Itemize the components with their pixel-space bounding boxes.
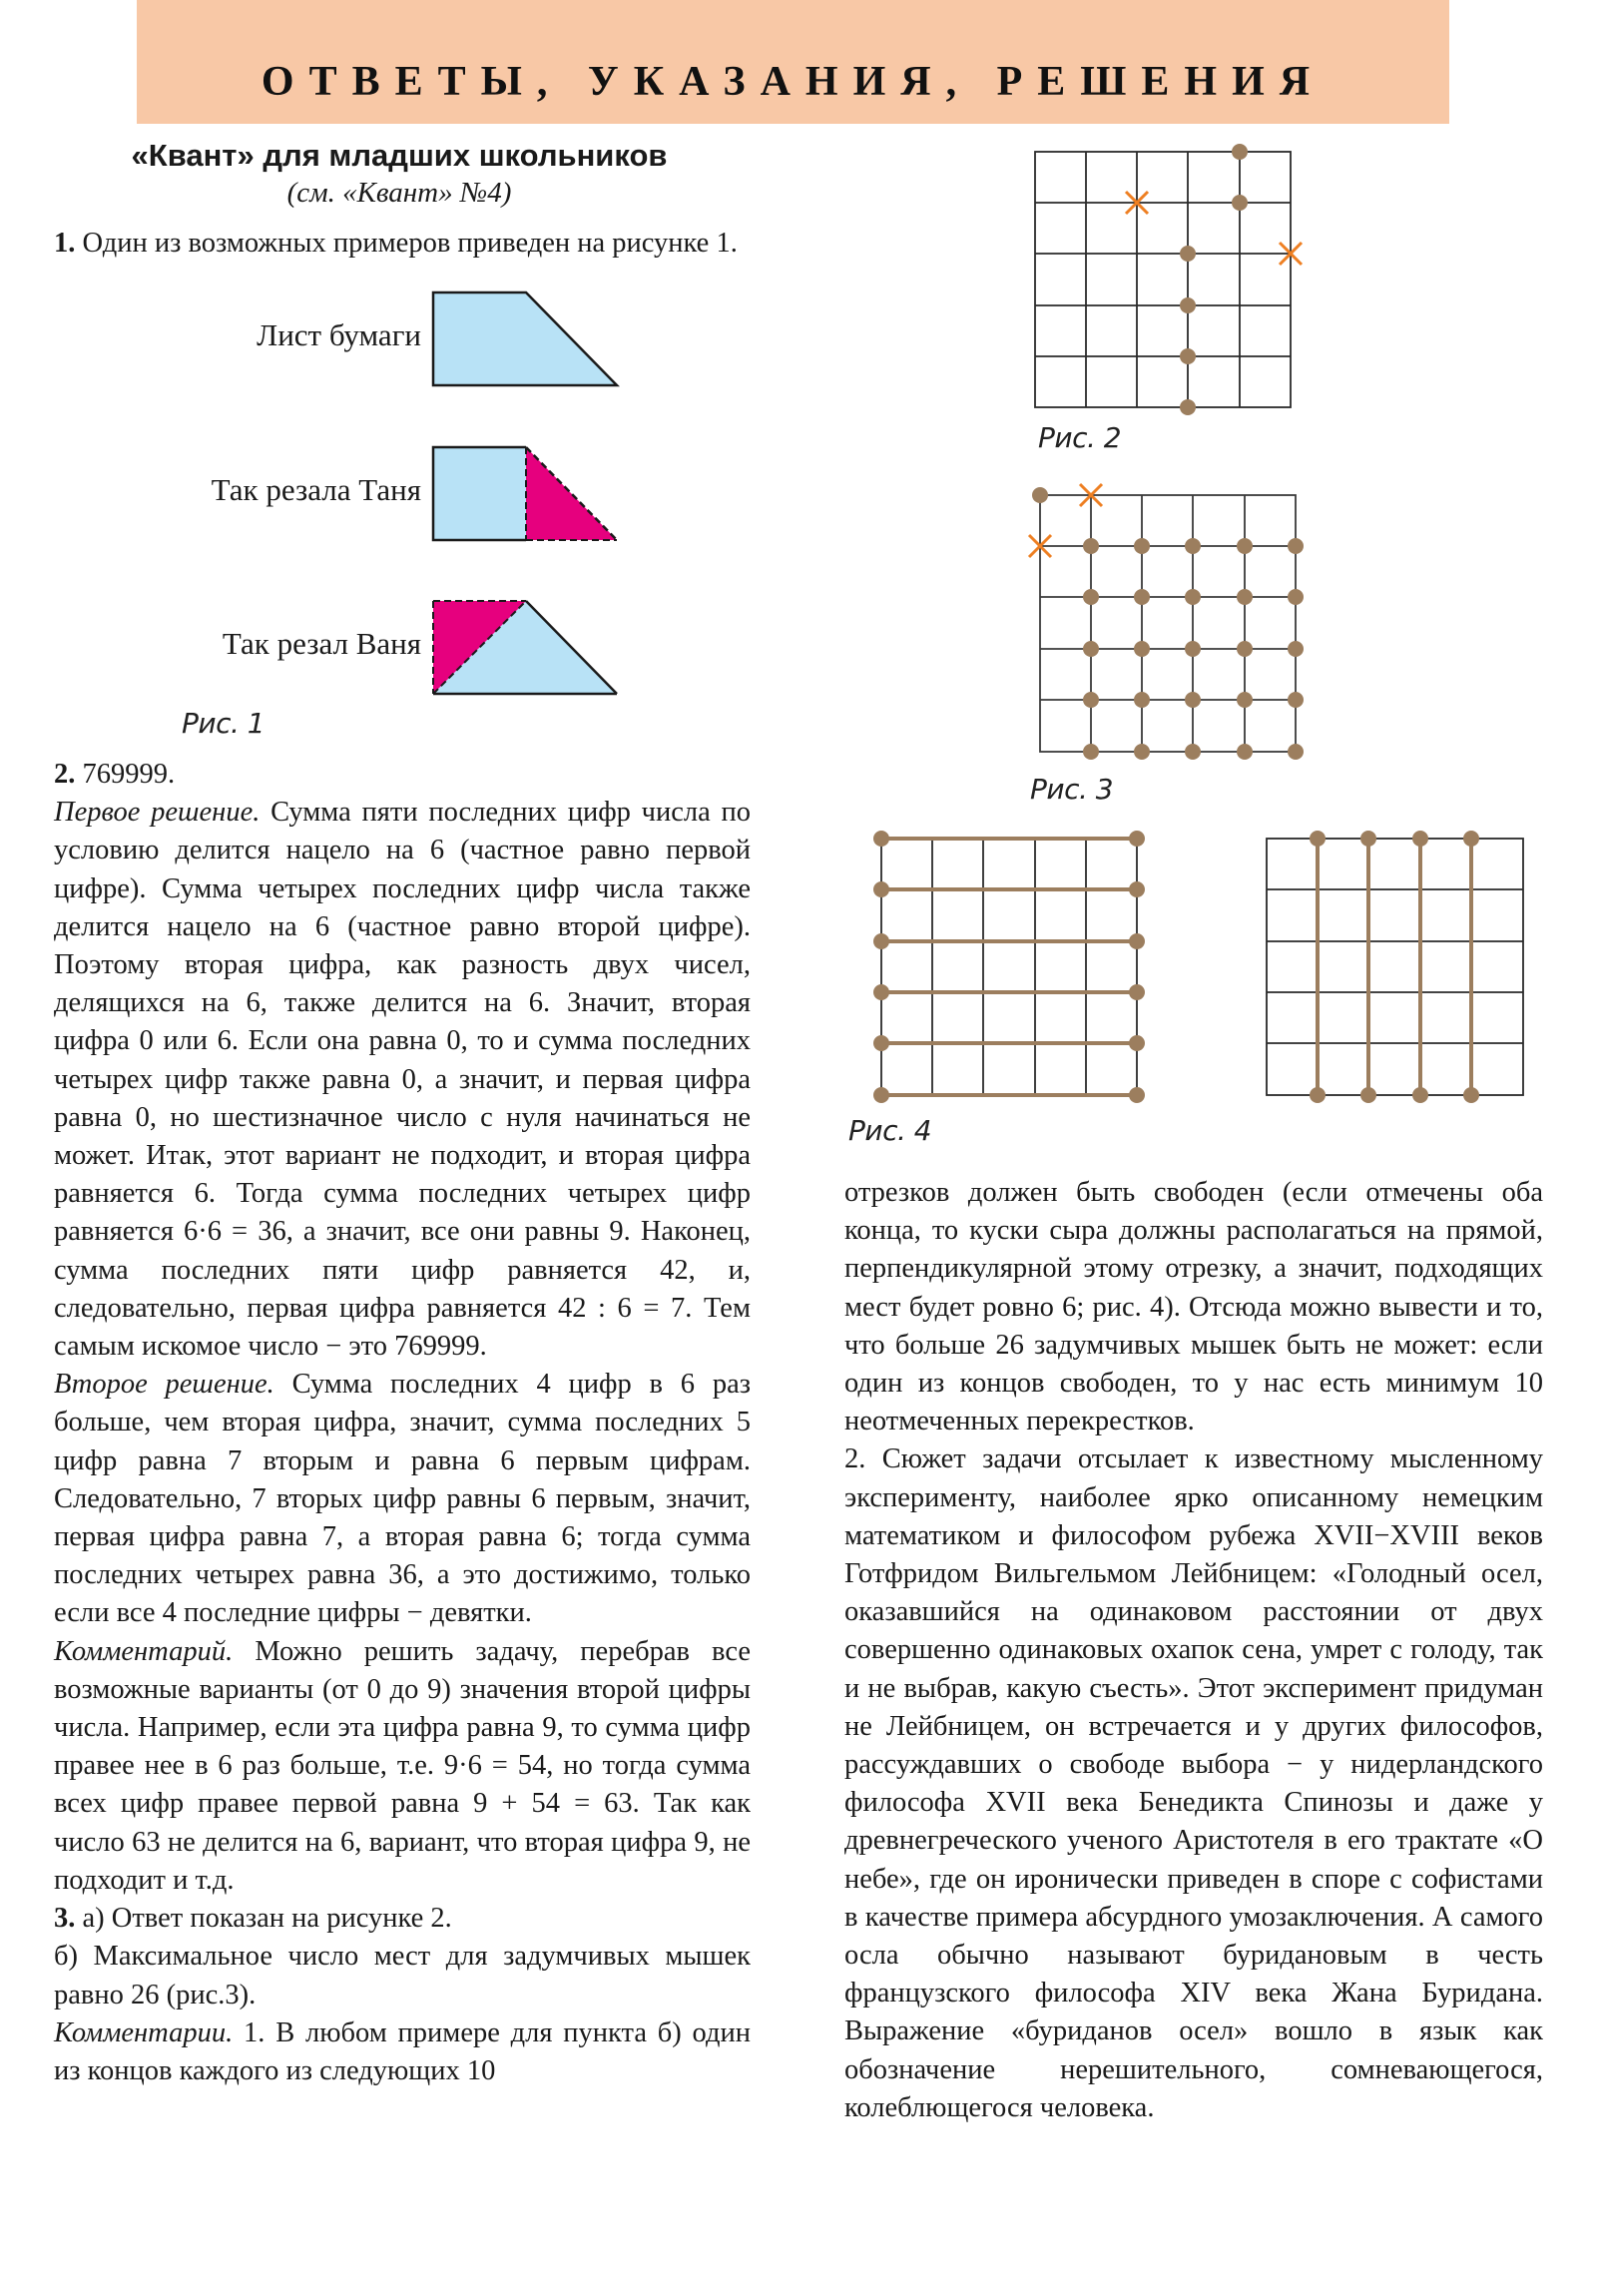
figure1-label-paper: Лист бумаги — [257, 317, 421, 352]
comments-text: 1. В любом примере для пункта б) один из концов каждого из следующих 10 — [54, 2016, 751, 2086]
figure1-caption: Рис. 1 — [182, 707, 266, 740]
comment-continuation: отрезков должен быть свободен (если отмечены оба конца, то куски сыра должны располагаться на прямой, перпендикулярной этому отрезку, а значит, подходящих мест будет ровно 6; рис. 4). Отсюда можно вывести и то, что больше 26 задумчивых мышек быть не может: если один из концов свободен, то у нас есть минимум 10 неотмеченных перекрестков. — [844, 1177, 1543, 1437]
figure1-label-tanya: Так резала Таня — [211, 472, 421, 507]
comment-label: Комментарий. — [54, 1635, 234, 1667]
right-column-text — [844, 1174, 1543, 2127]
comment-two: 2. Сюжет задачи отсылает к известному мысленному эксперименту, наиболее ярко описанному немецким математиком и философом рубежа XVII−XVIII веков Готфридом Вильгельмом Лейбницем: «Голодный осел, оказавшийся на одинаковом расстоянии от двух совершенно одинаковых охапок сена, умрет с голоду, так и не выбрав, какую съесть». Этот эксперимент придуман не Лейбницем, он встречается и у других философов, рассуждавших о свободе выбора − у нидерландского философа XVII века Бенедикта Спинозы и даже у древнегреческого ученого Аристотеля в его трактате «О небе», где он иронически приведен в споре с софистами в качестве примера абсурдного умозаключения. А самого осла обычно называют буридановым в честь французского философа XIV века Жана Буридана. Выражение «буриданов осел» вошло в язык как обозначение нерешительного, сомневающегося, колеблющегося человека. — [844, 1443, 1543, 2123]
figure4-caption: Рис. 4 — [848, 1114, 932, 1147]
problem-3b-text: б) Максимальное число мест для задумчивых мышек равно 26 (рис.3). — [54, 1941, 751, 2010]
second-solution-label: Второе решение. — [54, 1369, 274, 1401]
comments-label: Комментарии. — [54, 2016, 234, 2048]
problem-number: 3. — [54, 1903, 76, 1935]
page-title: ОТВЕТЫ, УКАЗАНИЯ, РЕШЕНИЯ — [261, 59, 1326, 105]
figure3-caption: Рис. 3 — [1030, 773, 1114, 806]
section-subtitle: (см. «Квант» №4) — [286, 177, 512, 209]
problem-number: 2. — [54, 759, 76, 790]
first-solution-text: Сумма пяти последних цифр числа по условию делится нацело на 6 (частное равно первой цифре). Сумма четырех последних цифр числа также делится нацело на 6 (частное равно второй цифре). Поэтому вторая цифра, как разность двух чисел, делящихся на 6, также делится на 6. Значит, вторая цифра 0 или 6. Если она равна 0, то и сумма последних четырех цифр также равна 0, а значит, и первая цифра равна 0, но шестизначное число с нуля начинаться не может. Итак, этот вариант не подходит, и вторая цифра равняется 6. Тогда сумма последних четырех цифр равняется 6·6 = 36, а значит, все они равны 9. Наконец, сумма последних пяти цифр равняется 42, и, следовательно, первая цифра равняется 42 : 6 = 7. Тем самым искомое число − это 769999. — [54, 797, 751, 1363]
comment-text: Можно решить задачу, перебрав все возможные варианты (от 0 до 9) значения второй цифры числа. Например, если эта цифра равна 9, то сумма цифр правее нее в 6 раз больше, т.е. 9·6 = 54, но тогда сумма всех цифр правее первой равна 9 + 54 = 63. Так как число 63 не делится на 6, вариант, что вторая цифра 9, не подходит и т.д. — [54, 1635, 751, 1896]
problem-1-text: Один из возможных примеров приведен на рисунке 1. — [82, 228, 738, 259]
figure1-label-vanya: Так резал Ваня — [222, 626, 421, 661]
figure2-caption: Рис. 2 — [1038, 421, 1122, 454]
second-solution-text: Сумма последних 4 цифр в 6 раз больше, чем вторая цифра, значит, сумма последних 5 цифр равна 7 вторым и равна 6 первым цифрам. Следовательно, 7 вторых цифр равны 6 первым, значит, первая цифра равна 7, а вторая равна 6; тогда сумма последних четырех равна 36, а это достижимо, только если все 4 последние цифры − девятки. — [54, 1369, 751, 1629]
first-solution-label: Первое решение. — [54, 797, 261, 829]
problem-2-answer: 769999. — [82, 759, 176, 790]
problem-number: 1. — [54, 228, 76, 259]
section-title: «Квант» для младших школьников — [131, 138, 668, 173]
problem-3a-text: а) Ответ показан на рисунке 2. — [82, 1903, 452, 1935]
